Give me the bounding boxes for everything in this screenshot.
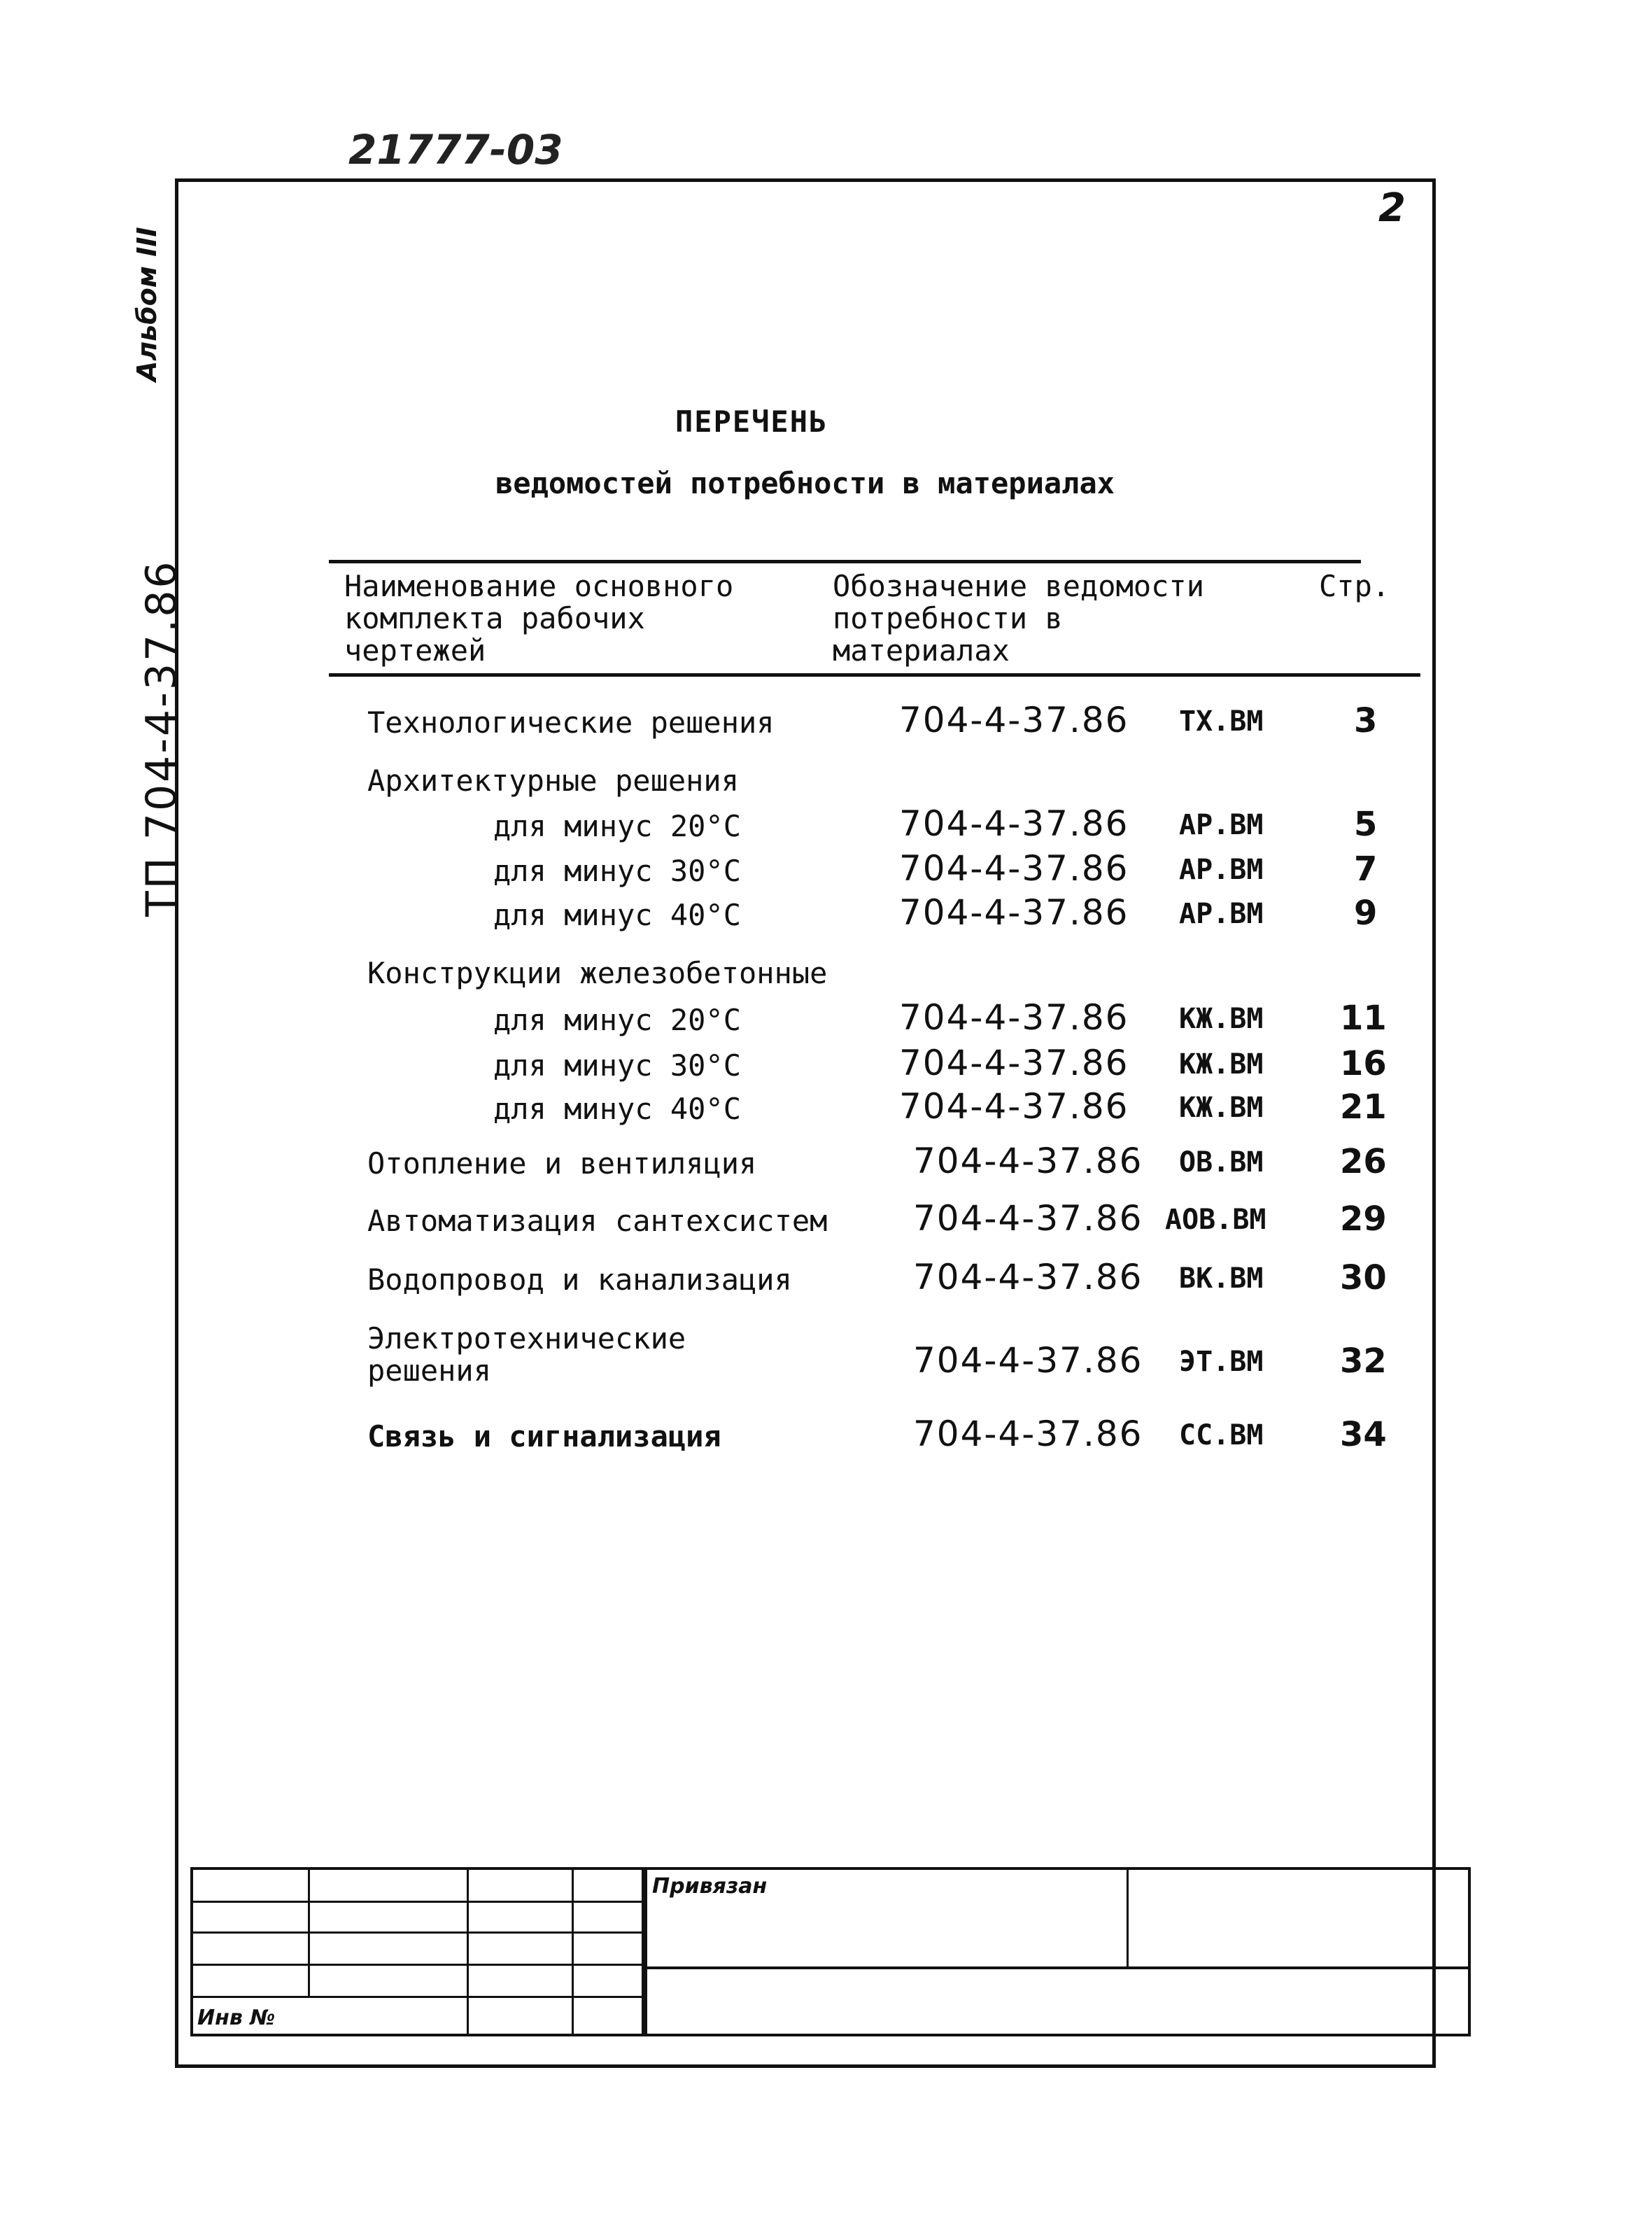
album-label: Альбом III — [132, 227, 162, 381]
row-page: 21 — [1340, 1088, 1387, 1127]
row-name: для минус 30°С — [493, 854, 742, 888]
row-name: для минус 20°С — [493, 1003, 742, 1037]
row-page: 9 — [1354, 894, 1378, 933]
row-page: 30 — [1340, 1258, 1387, 1297]
header-designation: Обозначение ведомости потребности в материалах — [833, 569, 1205, 668]
row-name: Технологические решения — [367, 705, 775, 740]
row-name: Конструкции железобетонные — [367, 956, 828, 990]
row-designation-code: АОВ.ВМ — [1165, 1204, 1266, 1236]
row-designation-code: АР.ВМ — [1179, 809, 1264, 841]
row-name: для минус 40°С — [493, 1092, 742, 1126]
row-designation-number: 704-4-37.86 — [899, 700, 1129, 740]
row-name: Водопровод и канализация — [367, 1262, 792, 1297]
row-designation-number: 704-4-37.86 — [899, 892, 1129, 933]
row-page: 32 — [1340, 1342, 1387, 1381]
row-designation-code: ТХ.ВМ — [1179, 705, 1264, 738]
row-name: Электротехнические решения — [367, 1321, 686, 1388]
row-page: 29 — [1340, 1199, 1387, 1239]
header-name: Наименование основного комплекта рабочих чертежей — [344, 569, 734, 668]
page-title: ПЕРЕЧЕНЬ — [675, 404, 828, 439]
row-name: Связь и сигнализация — [367, 1419, 721, 1454]
header-bottom-rule — [329, 673, 1420, 677]
header-page: Стр. — [1319, 569, 1390, 603]
row-page: 11 — [1340, 999, 1387, 1038]
row-name: для минус 40°С — [493, 898, 742, 932]
row-page: 3 — [1354, 701, 1378, 740]
row-designation-code: КЖ.ВМ — [1179, 1003, 1264, 1035]
row-name: для минус 30°С — [493, 1048, 742, 1083]
row-page: 26 — [1340, 1142, 1387, 1181]
row-designation-code: АР.ВМ — [1179, 854, 1264, 886]
document-number: 21777-03 — [348, 126, 563, 174]
table-top-rule — [329, 560, 1361, 563]
row-designation-number: 704-4-37.86 — [899, 1086, 1129, 1127]
row-page: 5 — [1354, 805, 1378, 844]
row-designation-number: 704-4-37.86 — [913, 1257, 1143, 1297]
title-stamp — [190, 1867, 1495, 2077]
page-number: 2 — [1378, 185, 1406, 231]
row-designation-number: 704-4-37.86 — [899, 848, 1129, 889]
row-page: 34 — [1340, 1415, 1387, 1454]
row-designation-number: 704-4-37.86 — [913, 1141, 1143, 1181]
row-designation-code: КЖ.ВМ — [1179, 1092, 1264, 1124]
bound-label: Привязан — [652, 1874, 768, 1899]
row-designation-code: ЭТ.ВМ — [1179, 1346, 1264, 1378]
row-designation-number: 704-4-37.86 — [899, 1043, 1129, 1083]
row-name: Отопление и вентиляция — [367, 1146, 757, 1181]
row-name: для минус 20°С — [493, 809, 742, 843]
row-name: Архитектурные решения — [367, 763, 740, 798]
row-name: Автоматизация сантехсистем — [367, 1204, 828, 1238]
row-designation-number: 704-4-37.86 — [899, 803, 1129, 844]
page-subtitle: ведомостей потребности в материалах — [495, 466, 1115, 500]
row-designation-number: 704-4-37.86 — [899, 997, 1129, 1038]
row-designation-number: 704-4-37.86 — [913, 1414, 1143, 1454]
row-designation-number: 704-4-37.86 — [913, 1340, 1143, 1381]
side-code: ТП 704-4-37.86 — [137, 559, 186, 917]
row-designation-number: 704-4-37.86 — [913, 1198, 1143, 1239]
row-designation-code: ВК.ВМ — [1179, 1262, 1264, 1295]
inventory-label: Инв № — [197, 2006, 276, 2030]
row-designation-code: АР.ВМ — [1179, 898, 1264, 930]
row-page: 16 — [1340, 1044, 1387, 1083]
row-designation-code: КЖ.ВМ — [1179, 1048, 1264, 1081]
row-designation-code: ОВ.ВМ — [1179, 1146, 1264, 1178]
row-designation-code: СС.ВМ — [1179, 1419, 1264, 1451]
row-page: 7 — [1354, 850, 1378, 889]
